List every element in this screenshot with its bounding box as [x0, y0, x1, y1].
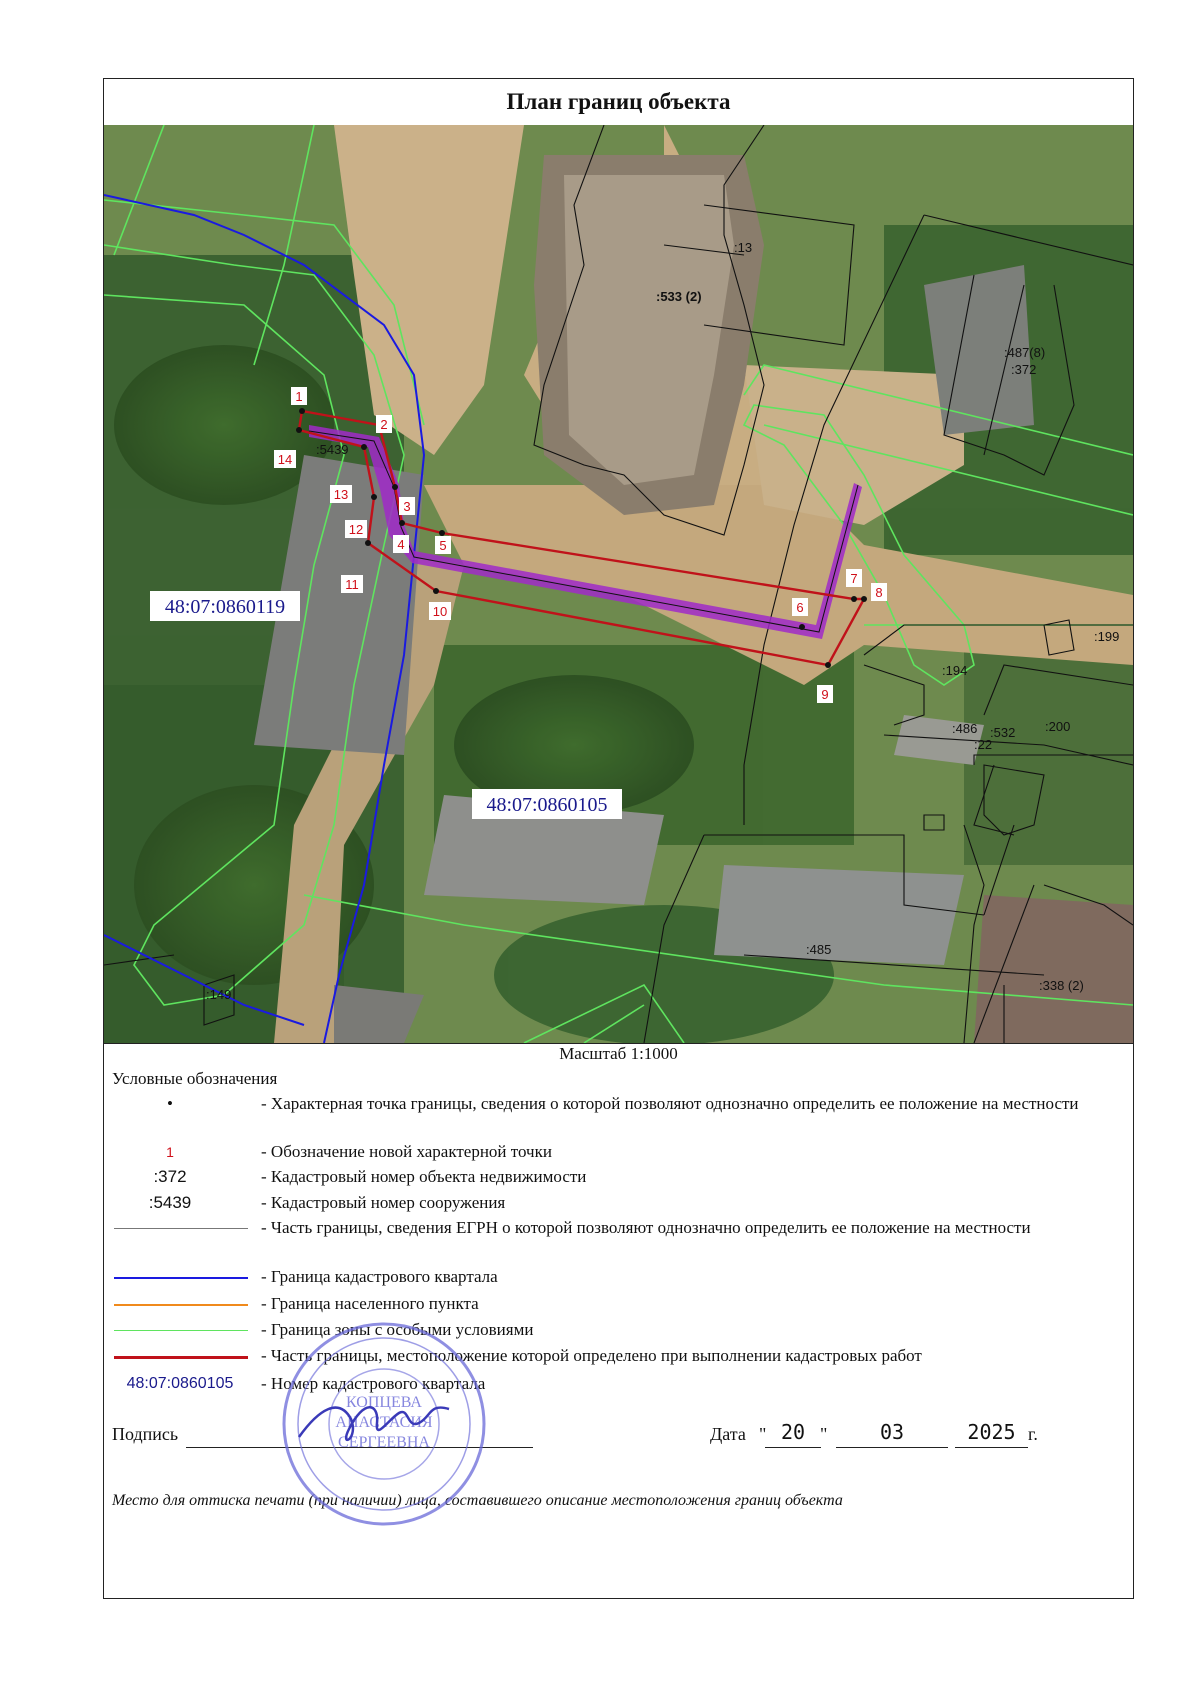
date-month: 03: [879, 1420, 905, 1444]
point-label-11: 11: [345, 577, 359, 592]
legend-text-special-zone: - Граница зоны с особыми условиями: [261, 1320, 534, 1339]
point-label-8: 8: [875, 585, 883, 600]
seal-name-line-1: КОПЦЕВА: [346, 1394, 422, 1411]
parcel-label-532: :532: [990, 725, 1016, 740]
quarter-label-0860119: 48:07:0860119: [164, 596, 286, 618]
legend-symbol-structure-number: :5439: [148, 1193, 192, 1212]
legend-line-quarter: [114, 1277, 248, 1279]
legend-text-quarter-number: - Номер кадастрового квартала: [261, 1374, 486, 1393]
stamp-note: Место для оттиска печати (при наличии) лица, составившего описание местоположения границ объекта: [112, 1492, 843, 1509]
date-label: Дата: [710, 1424, 746, 1444]
parcel-label-485: :485: [806, 942, 832, 957]
parcel-label-13: :13: [734, 240, 753, 255]
legend-text-parcel-number: - Кадастровый номер объекта недвижимости: [261, 1167, 587, 1186]
parcel-label-338: :338 (2): [1039, 978, 1084, 993]
parcel-label-533: :533 (2): [656, 289, 702, 304]
signature-label: Подпись: [112, 1424, 179, 1444]
point-label-2: 2: [380, 417, 388, 432]
parcel-label-486: :486: [952, 721, 978, 736]
date-day-line: [765, 1447, 821, 1448]
legend-symbol-quarter-number: 48:07:0860105: [126, 1375, 234, 1392]
legend-text-point: - Характерная точка границы, сведения о которой позволяют однозначно определить ее положение на местности: [261, 1094, 1079, 1113]
structure-label: :5439: [316, 442, 349, 457]
point-label-13: 13: [333, 487, 349, 502]
date-quote-open: ": [759, 1424, 767, 1444]
map-canvas: [104, 125, 1133, 1043]
parcel-label-149: :149: [206, 987, 232, 1002]
cadastral-engineer-seal: [279, 1319, 489, 1529]
point-label-5: 5: [439, 538, 447, 553]
parcel-label-200: :200: [1045, 719, 1071, 734]
date-quote-close: ": [820, 1424, 828, 1444]
point-label-3: 3: [403, 499, 411, 514]
seal-name-line-3: СЕРГЕЕВНА: [338, 1434, 430, 1451]
point-label-10: 10: [432, 604, 448, 619]
parcel-label-372: :372: [1011, 362, 1037, 377]
parcel-label-194: :194: [942, 663, 968, 678]
point-label-6: 6: [796, 600, 804, 615]
date-year-line: [955, 1447, 1028, 1448]
seal-graphic: [279, 1319, 489, 1529]
point-label-9: 9: [821, 687, 829, 702]
legend-line-settlement: [114, 1304, 248, 1306]
point-label-12: 12: [348, 522, 364, 537]
quarter-label-0860105: 48:07:0860105: [486, 794, 608, 816]
legend-symbol-point: •: [167, 1094, 173, 1113]
legend-title: Условные обозначения: [112, 1069, 278, 1088]
legend-line-egrn: [114, 1228, 248, 1229]
legend-text-new-point: - Обозначение новой характерной точки: [261, 1142, 552, 1161]
legend-symbol-parcel-number: :372: [153, 1167, 187, 1186]
point-label-14: 14: [277, 452, 293, 467]
parcel-label-199: :199: [1094, 629, 1120, 644]
date-year: 2025: [967, 1420, 1016, 1444]
legend-line-special-zone: [114, 1330, 248, 1331]
parcel-label-487: :487(8): [1004, 345, 1046, 360]
legend-text-new-boundary: - Часть границы, местоположение которой определено при выполнении кадастровых работ: [261, 1346, 922, 1365]
parcel-label-22: :22: [974, 737, 993, 752]
seal-name-line-2: АНАСТАСИЯ: [335, 1414, 433, 1431]
point-label-7: 7: [850, 571, 858, 586]
map-panel: [104, 125, 1133, 1044]
legend-text-settlement-boundary: - Граница населенного пункта: [261, 1294, 479, 1313]
legend-text-structure-number: - Кадастровый номер сооружения: [261, 1193, 506, 1212]
legend-line-new-boundary: [114, 1356, 248, 1359]
legend-symbol-new-point: 1: [166, 1144, 174, 1160]
point-label-4: 4: [397, 537, 405, 552]
legend-text-quarter-boundary: - Граница кадастрового квартала: [261, 1267, 498, 1286]
date-month-line: [836, 1447, 948, 1448]
date-day: 20: [780, 1420, 806, 1444]
date-year-suffix: г.: [1028, 1424, 1038, 1444]
scale-label: Масштаб 1:1000: [559, 1044, 678, 1063]
page-title: План границ объекта: [104, 79, 1133, 126]
document-frame: [103, 78, 1134, 1599]
legend-text-egrn-line: - Часть границы, сведения ЕГРН о которой позволяют однозначно определить ее положение на местности: [261, 1218, 1031, 1237]
point-label-1: 1: [295, 389, 303, 404]
